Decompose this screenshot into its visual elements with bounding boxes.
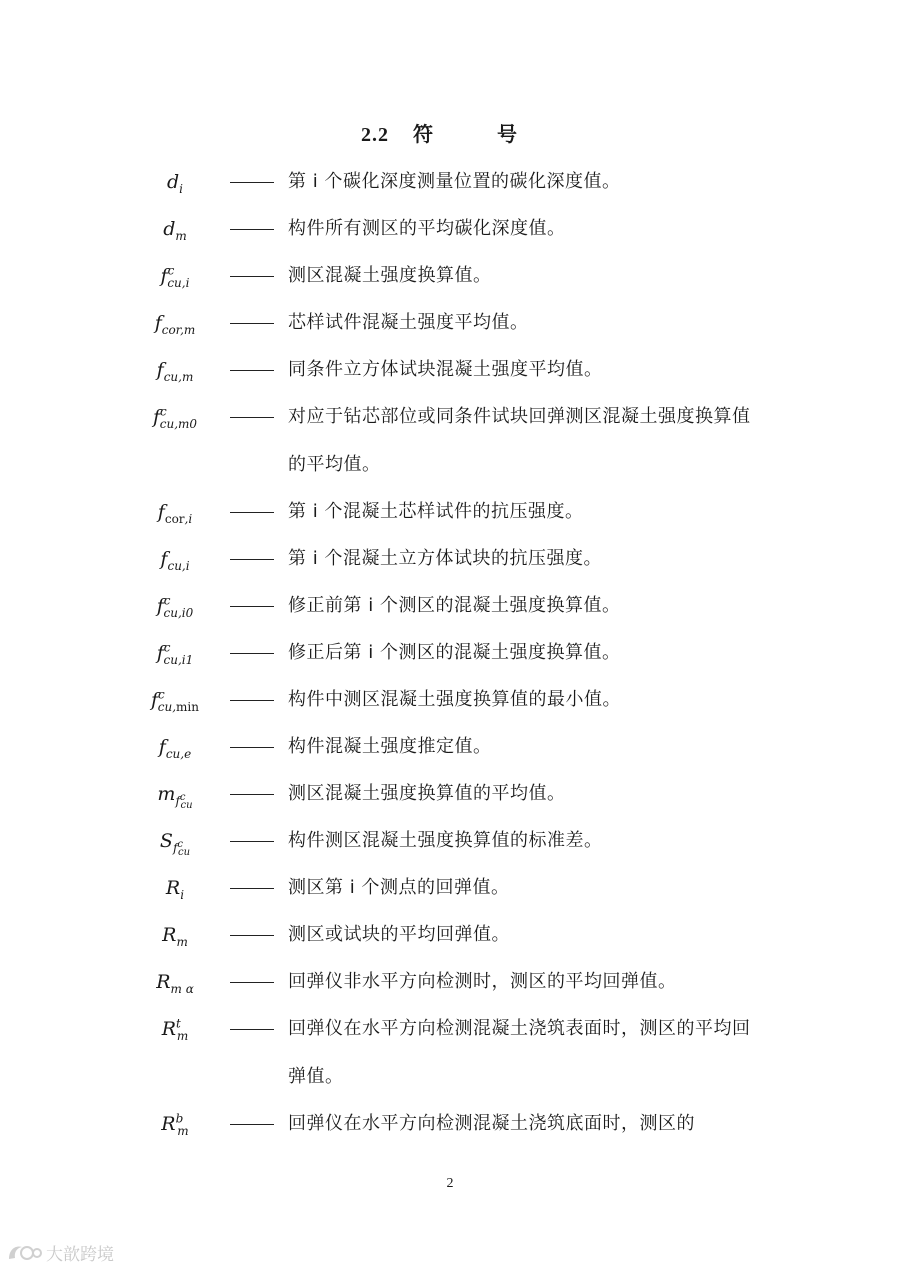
symbol-f-cu-e: $f_{cu,e}$ (158, 736, 192, 761)
symbol-d-m: $d_m$ (163, 218, 187, 243)
symbol-description: 第 i 个混凝土芯样试件的抗压强度。 (288, 501, 584, 522)
dash-separator (230, 747, 274, 748)
dash-separator (230, 841, 274, 842)
symbol-f-cu-m: $f_{cu,m}$ (156, 359, 194, 384)
dash-separator (230, 935, 274, 936)
section-number: 2.2 (361, 124, 389, 146)
symbol-f-cu-i: $f_{cu,i}$ (160, 548, 190, 573)
dash-separator (230, 606, 274, 607)
watermark-logo-icon (6, 1241, 42, 1263)
dash-separator (230, 559, 274, 560)
watermark-text: 大歆跨境 (46, 1244, 114, 1265)
symbol-description: 回弹仪非水平方向检测时，测区的平均回弹值。 (288, 971, 677, 992)
symbol-m-f-c-cu: $m_{f^c_{cu}}$ (157, 783, 193, 812)
dash-separator (230, 276, 274, 277)
symbol-r-i: $R_i$ (165, 877, 185, 902)
symbol-d-i: $d_i$ (166, 171, 183, 196)
section-heading (0, 118, 900, 147)
symbol-description: 测区或试块的平均回弹值。 (288, 924, 510, 945)
symbol-description: 芯样试件混凝土强度平均值。 (288, 312, 529, 333)
dash-separator (230, 323, 274, 324)
dash-separator (230, 512, 274, 513)
symbol-description: 第 i 个碳化深度测量位置的碳化深度值。 (288, 171, 621, 192)
symbol-description: 测区第 i 个测点的回弹值。 (288, 877, 510, 898)
dash-separator (230, 1124, 274, 1125)
symbol-f-cor-i: $f_{cor,i}$ (157, 501, 193, 526)
symbol-description: 构件中测区混凝土强度换算值的最小值。 (288, 689, 621, 710)
page-number: 2 (446, 1176, 454, 1191)
dash-separator (230, 653, 274, 654)
symbol-r-m: $R_m$ (162, 924, 188, 949)
dash-separator (230, 1029, 274, 1030)
section-title: 符 号 (413, 122, 539, 146)
dash-separator (230, 370, 274, 371)
dash-separator (230, 982, 274, 983)
watermark (6, 1238, 114, 1266)
symbol-description: 对应于钻芯部位或同条件试块回弹测区混凝土强度换算值的平均值。 (288, 406, 751, 475)
dash-separator (230, 229, 274, 230)
symbol-s-f-c-cu: $S_{f^c_{cu}}$ (159, 830, 191, 859)
symbol-f-cor-m: $f_{cor,m}$ (154, 312, 196, 337)
symbol-description: 构件混凝土强度推定值。 (288, 736, 492, 757)
symbol-f-c-cu-i1: $f^c_{cu,i1}$ (156, 640, 194, 667)
symbol-description: 测区混凝土强度换算值。 (288, 265, 492, 286)
symbol-f-c-cu-m0: $f^c_{cu,m0}$ (152, 404, 198, 431)
dash-separator (230, 700, 274, 701)
symbol-description: 构件所有测区的平均碳化深度值。 (288, 218, 566, 239)
dash-separator (230, 417, 274, 418)
dash-separator (230, 888, 274, 889)
symbol-description: 构件测区混凝土强度换算值的标准差。 (288, 830, 603, 851)
symbol-description: 回弹仪在水平方向检测混凝土浇筑底面时，测区的 (288, 1113, 695, 1134)
symbol-f-c-cu-i: $f^c_{cu,i}$ (160, 263, 190, 290)
symbol-description: 回弹仪在水平方向检测混凝土浇筑表面时，测区的平均回弹值。 (288, 1018, 751, 1087)
symbol-r-b-m: $R^b_m$ (161, 1111, 189, 1138)
symbol-r-t-m: $R^t_m$ (161, 1016, 189, 1043)
symbol-description: 同条件立方体试块混凝土强度平均值。 (288, 359, 603, 380)
symbol-r-m-alpha: $R_{m \alpha}$ (156, 971, 194, 996)
symbol-description: 修正前第 i 个测区的混凝土强度换算值。 (288, 595, 621, 616)
dash-separator (230, 794, 274, 795)
dash-separator (230, 182, 274, 183)
symbol-f-c-cu-i0: $f^c_{cu,i0}$ (156, 593, 194, 620)
symbol-description: 测区混凝土强度换算值的平均值。 (288, 783, 566, 804)
symbol-description: 修正后第 i 个测区的混凝土强度换算值。 (288, 642, 621, 663)
symbol-f-c-cu-min: $f^c_{cu,min}$ (151, 687, 199, 714)
symbol-description: 第 i 个混凝土立方体试块的抗压强度。 (288, 548, 602, 569)
